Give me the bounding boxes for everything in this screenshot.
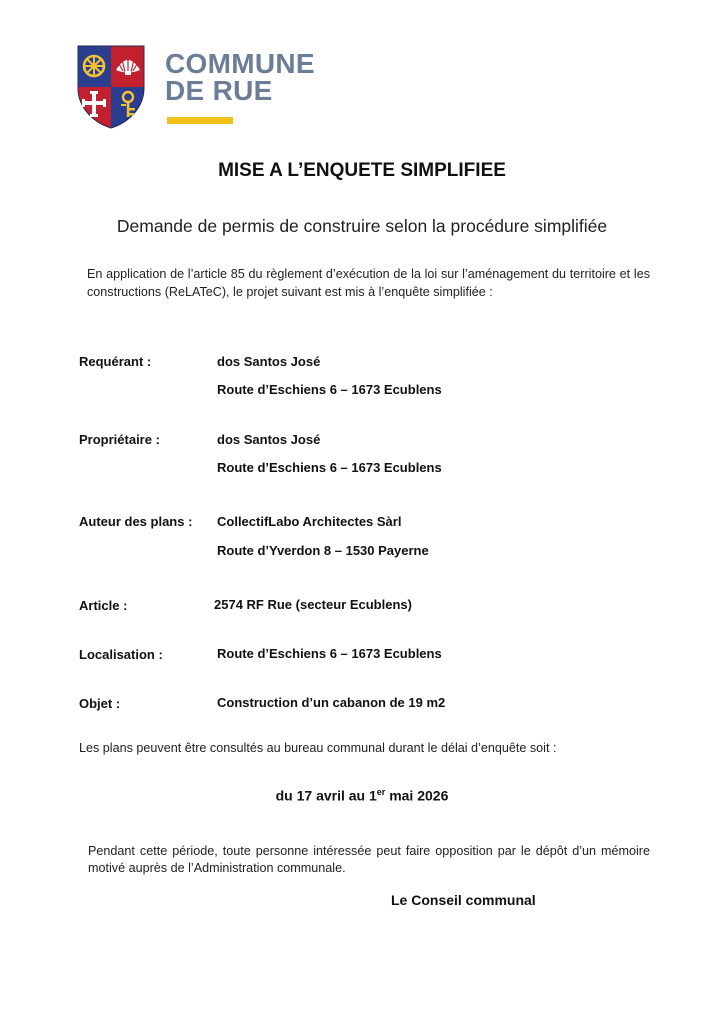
proprietaire-name: dos Santos José — [217, 432, 321, 447]
localisation-value: Route d’Eschiens 6 – 1673 Ecublens — [217, 646, 442, 661]
objet-value: Construction d’un cabanon de 19 m2 — [217, 695, 446, 710]
proprietaire-label: Propriétaire : — [79, 432, 160, 447]
auteur-label: Auteur des plans : — [79, 514, 193, 529]
period-prefix: du 17 avril au 1 — [275, 787, 377, 804]
requerant-name: dos Santos José — [217, 354, 321, 369]
auteur-name: CollectifLabo Architectes Sàrl — [217, 514, 402, 529]
opposition-paragraph: Pendant cette période, toute personne intéressée peut faire opposition par le dépôt d’un mémoire motivé auprès de l’Administration communale. — [88, 844, 650, 875]
article-value: 2574 RF Rue (secteur Ecublens) — [214, 597, 412, 612]
consultation-text: Les plans peuvent être consultés au bureau communal durant le délai d’enquête soit : — [79, 741, 557, 755]
requerant-label: Requérant : — [79, 354, 152, 369]
objet-label: Objet : — [79, 696, 121, 711]
auteur-address: Route d’Yverdon 8 – 1530 Payerne — [217, 543, 429, 558]
intro-paragraph: En application de l’article 85 du règlement d’exécution de la loi sur l’aménagement du territoire et les constructions (ReLATeC), le projet suivant est mis à l’enquête simplifiée : — [87, 267, 650, 299]
accent-bar — [167, 117, 233, 124]
requerant-address: Route d’Eschiens 6 – 1673 Ecublens — [217, 382, 442, 397]
period-ordinal: er — [376, 787, 386, 797]
signature: Le Conseil communal — [391, 892, 536, 908]
commune-name — [165, 50, 315, 104]
notice-title: MISE A L’ENQUETE SIMPLIFIEE — [218, 160, 506, 181]
notice-subtitle: Demande de permis de construire selon la procédure simplifiée — [116, 216, 608, 236]
article-label: Article : — [79, 598, 128, 613]
enquiry-period — [0, 787, 724, 804]
wheel-icon — [84, 56, 104, 76]
commune-coat-of-arms — [76, 44, 146, 130]
localisation-label: Localisation : — [79, 647, 163, 662]
commune-name-line-1: COMMUNE — [165, 48, 315, 79]
period-suffix: mai 2026 — [385, 787, 449, 804]
proprietaire-address: Route d’Eschiens 6 – 1673 Ecublens — [217, 460, 442, 475]
commune-name-line-2: DE RUE — [165, 75, 273, 106]
